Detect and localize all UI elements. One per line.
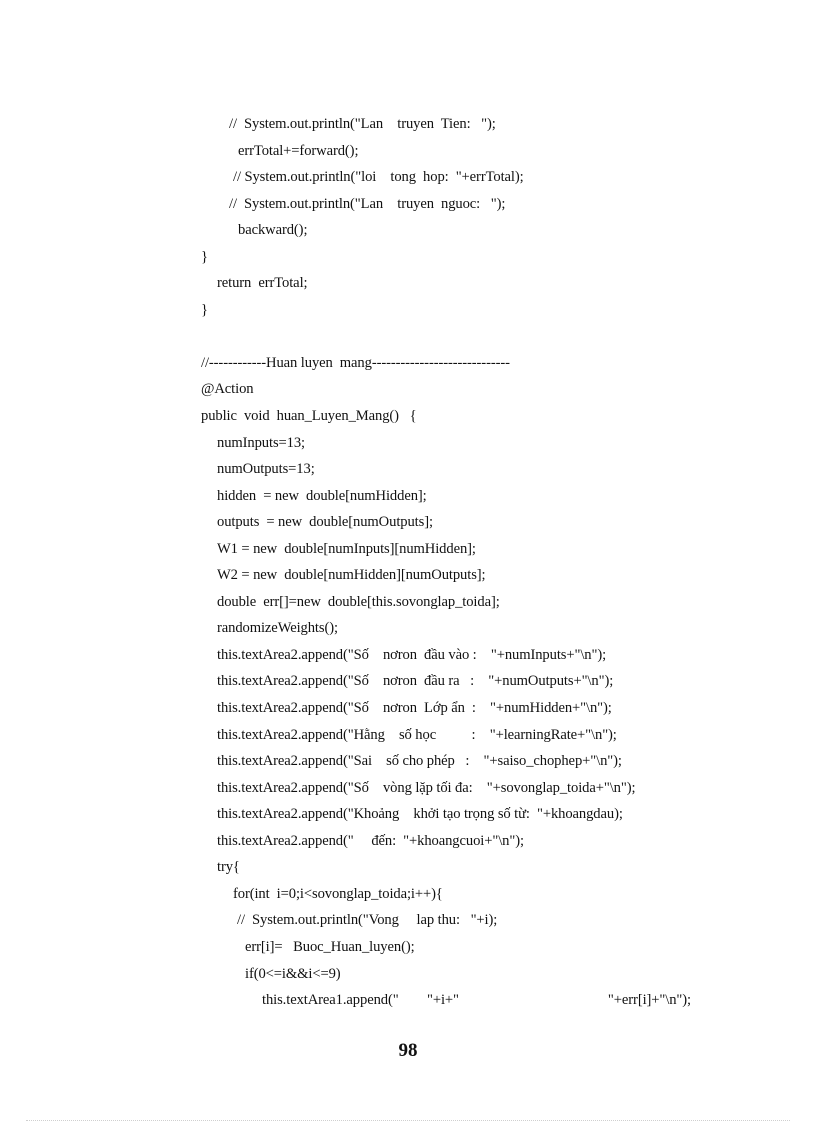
code-line-text: // System.out.println("Lan truyen nguoc: "); [229, 195, 506, 212]
code-line [0, 111, 816, 138]
code-line [0, 536, 816, 563]
code-line-text: } [201, 248, 208, 265]
code-line [0, 615, 816, 642]
code-line [0, 483, 816, 510]
code-line-text: W2 = new double[numHidden][numOutputs]; [217, 567, 486, 584]
code-line-text: outputs = new double[numOutputs]; [217, 514, 433, 531]
code-line [0, 961, 816, 988]
code-line [0, 217, 816, 244]
code-line-text: hidden = new double[numHidden]; [217, 487, 427, 504]
footer-divider [26, 1120, 790, 1121]
code-line-text: this.textArea2.append("Khoảng khởi tạo trọng số từ: "+khoangdau); [217, 806, 623, 823]
code-line-text: this.textArea1.append(" "+i+" "+err[i]+"\n"); [262, 992, 691, 1009]
code-line-text: if(0<=i&&i<=9) [245, 965, 341, 982]
code-line [0, 509, 816, 536]
code-line [0, 907, 816, 934]
code-line [0, 562, 816, 589]
code-line-text: double err[]=new double[this.sovonglap_toida]; [217, 593, 500, 610]
code-line [0, 881, 816, 908]
code-line [0, 323, 816, 350]
code-line [0, 801, 816, 828]
code-line [0, 668, 816, 695]
code-line-text: this.textArea2.append("Số nơron Lớp ẩn : "+numHidden+"\n"); [217, 700, 612, 717]
code-line-text: err[i]= Buoc_Huan_luyen(); [245, 938, 415, 955]
code-line-text: // System.out.println("loi tong hop: "+errTotal); [233, 169, 524, 186]
code-line-text: try{ [217, 859, 240, 876]
code-line-text: this.textArea2.append("Số nơron đầu vào : "+numInputs+"\n"); [217, 646, 607, 663]
code-line [0, 695, 816, 722]
code-line [0, 775, 816, 802]
code-line-text: backward(); [238, 222, 308, 239]
code-line-text: // System.out.println("Vong lap thu: "+i); [237, 912, 498, 929]
code-line-text: numInputs=13; [217, 434, 306, 451]
code-line [0, 456, 816, 483]
code-line-text: //------------Huan luyen mang----------------------------- [201, 354, 510, 371]
code-line [0, 934, 816, 961]
code-listing [0, 111, 816, 1014]
code-line [0, 270, 816, 297]
code-line-text: this.textArea2.append("Sai số cho phép : "+saiso_chophep+"\n"); [217, 753, 622, 770]
code-line [0, 164, 816, 191]
code-line [0, 748, 816, 775]
code-line-text: randomizeWeights(); [217, 620, 338, 637]
code-line [0, 642, 816, 669]
code-line-text: errTotal+=forward(); [238, 142, 359, 159]
code-line [0, 350, 816, 377]
code-line-text: this.textArea2.append(" đến: "+khoangcuoi+"\n"); [217, 832, 524, 849]
code-line [0, 191, 816, 218]
code-line-text: @Action [201, 381, 254, 398]
code-line-text: this.textArea2.append("Số nơron đầu ra : "+numOutputs+"\n"); [217, 673, 614, 690]
code-line [0, 376, 816, 403]
code-line [0, 403, 816, 430]
code-line [0, 722, 816, 749]
page-number: 98 [398, 1040, 418, 1061]
code-line [0, 138, 816, 165]
code-line-text: } [201, 301, 208, 318]
code-line [0, 854, 816, 881]
code-line-text: W1 = new double[numInputs][numHidden]; [217, 540, 476, 557]
code-line-text: this.textArea2.append("Hằng số học : "+learningRate+"\n"); [217, 726, 617, 743]
code-line [0, 828, 816, 855]
code-line [0, 430, 816, 457]
code-line-text: public void huan_Luyen_Mang() { [201, 408, 417, 425]
code-line-text: this.textArea2.append("Số vòng lặp tối đa: "+sovonglap_toida+"\n"); [217, 779, 636, 796]
code-line-text: for(int i=0;i<sovonglap_toida;i++){ [233, 885, 443, 902]
code-line-text: // System.out.println("Lan truyen Tien: "); [229, 116, 496, 132]
code-line [0, 244, 816, 271]
code-line [0, 987, 816, 1014]
code-line [0, 297, 816, 324]
code-line [0, 589, 816, 616]
code-line-text: return errTotal; [217, 275, 308, 292]
code-line-text: numOutputs=13; [217, 461, 315, 478]
